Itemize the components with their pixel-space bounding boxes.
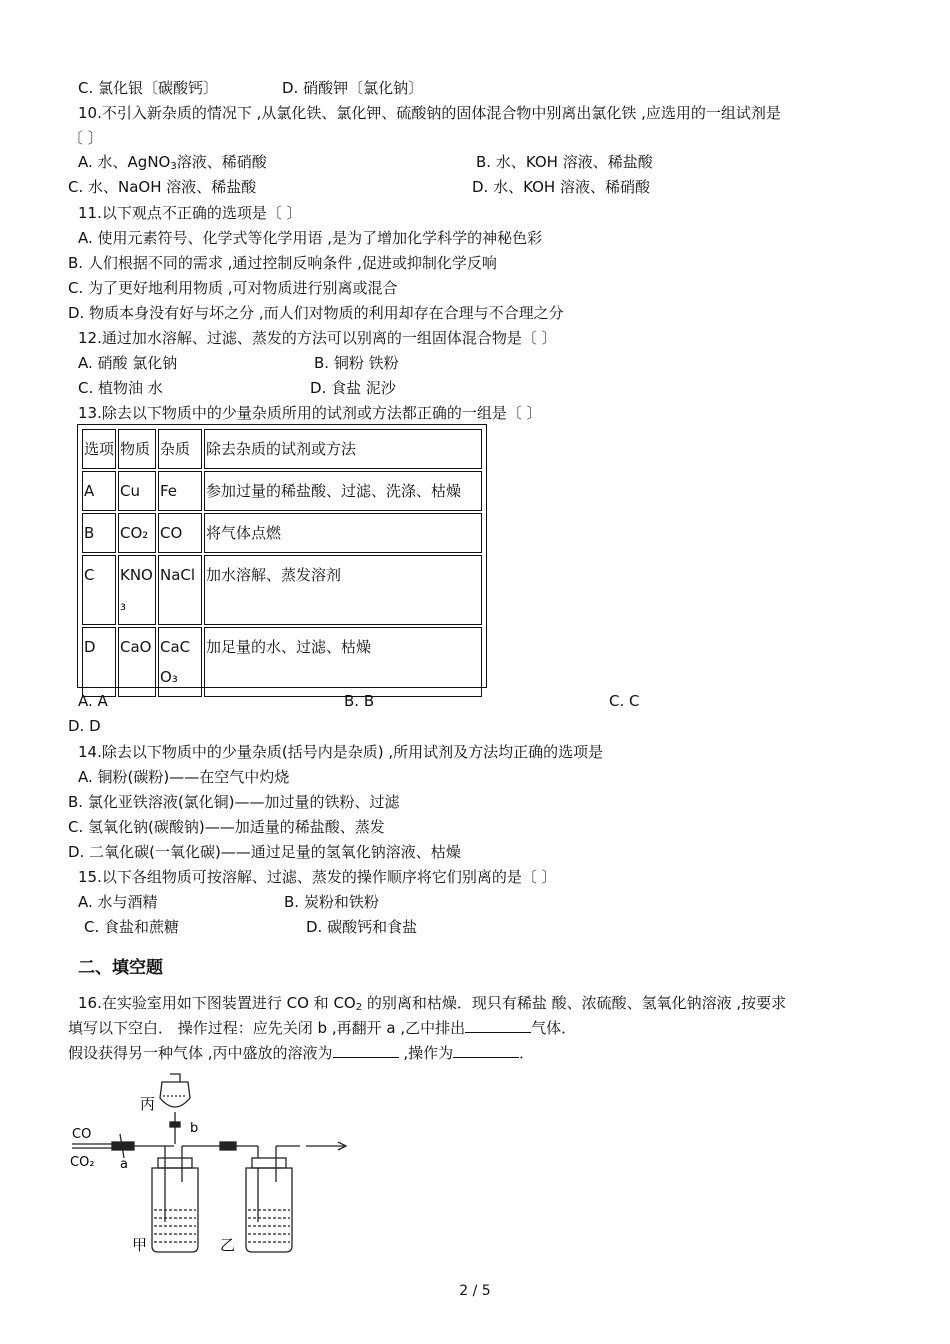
table-cell: Fe: [158, 471, 202, 511]
impurity-table: [77, 424, 487, 688]
q13-option-d: D. D: [68, 717, 101, 735]
table-header-cell: 物质: [118, 429, 156, 469]
table-cell: Cu: [118, 471, 156, 511]
q11-option-a: A. 使用元素符号、化学式等化学用语 ,是为了增加化学科学的神秘色彩: [78, 229, 543, 247]
section-title: 二、填空题: [78, 958, 163, 978]
table-cell: 将气体点燃: [204, 513, 482, 553]
answer-blank[interactable]: [465, 1018, 531, 1033]
q11-stem: 11.以下观点不正确的选项是〔 〕: [78, 204, 302, 222]
table-cell: C: [82, 555, 116, 625]
table-header-cell: 选项: [82, 429, 116, 469]
label-yi: 乙: [220, 1236, 236, 1254]
table-row: [82, 555, 482, 625]
table-cell: CaCO₃: [158, 627, 202, 697]
q13-option-a: A. A: [78, 692, 108, 710]
q13-option-b: B. B: [344, 692, 375, 710]
q12-option-d: D. 食盐 泥沙: [310, 379, 396, 397]
q14-stem: 14.除去以下物质中的少量杂质(括号内是杂质) ,所用试剂及方法均正确的选项是: [78, 743, 604, 761]
table-cell: CO: [158, 513, 202, 553]
q10-option-b: B. 水、KOH 溶液、稀盐酸: [476, 153, 653, 171]
q16-line-1: 16.在实验室用如下图装置进行 CO 和 $CO_2$ 的别离和枯燥．现只有稀盐 酸、浓硫酸、氢氧化钠溶液 ,按要求: [78, 994, 787, 1013]
q15-option-c: C. 食盐和蔗糖: [84, 918, 180, 936]
answer-blank[interactable]: [453, 1043, 519, 1058]
table-cell: 加足量的水、过滤、枯燥: [204, 627, 482, 697]
q15-option-d: D. 碳酸钙和食盐: [306, 918, 418, 936]
table-cell: A: [82, 471, 116, 511]
q10-option-a: A. 水、AgNO$_3$溶液、稀硝酸: [78, 153, 267, 172]
q14-option-a: A. 铜粉(碳粉)——在空气中灼烧: [78, 768, 290, 786]
q12-option-b: B. 铜粉 铁粉: [314, 354, 399, 372]
table-cell: KNO₃: [118, 555, 156, 625]
q10-option-d: D. 水、KOH 溶液、稀硝酸: [472, 178, 650, 196]
label-bing: 丙: [140, 1095, 156, 1113]
apparatus-diagram: [62, 1062, 362, 1262]
q14-option-d: D. 二氧化碳(一氧化碳)——通过足量的氢氧化钠溶液、枯燥: [68, 843, 461, 861]
answer-blank[interactable]: [333, 1043, 399, 1058]
label-jia: 甲: [132, 1236, 148, 1254]
table-row: [82, 627, 482, 697]
table-cell: CaO: [118, 627, 156, 697]
table-cell: 参加过量的稀盐酸、过滤、洗涤、枯燥: [204, 471, 482, 511]
table-header-row: [82, 429, 482, 469]
q10-stem-paren: 〔 〕: [68, 129, 103, 147]
table-row: [82, 513, 482, 553]
q15-stem: 15.以下各组物质可按溶解、过滤、蒸发的操作顺序将它们别离的是〔 〕: [78, 868, 557, 886]
q11-option-d: D. 物质本身没有好与坏之分 ,而人们对物质的利用却存在合理与不合理之分: [68, 304, 564, 322]
table-cell: D: [82, 627, 116, 697]
q12-option-c: C. 植物油 水: [78, 379, 163, 397]
q11-option-b: B. 人们根据不同的需求 ,通过控制反响条件 ,促进或抑制化学反响: [68, 254, 497, 272]
q13-option-c: C. C: [609, 692, 640, 710]
q16-line-3: 假设获得另一种气体 ,丙中盛放的溶液为 ,操作为 ．: [68, 1044, 535, 1062]
q12-option-a: A. 硝酸 氯化钠: [78, 354, 178, 372]
q16-line-2: 填写以下空白． 操作过程：应先关闭 b ,再翻开 a ,乙中排出 气体．: [68, 1019, 577, 1037]
q12-stem: 12.通过加水溶解、过滤、蒸发的方法可以别离的一组固体混合物是〔 〕: [78, 329, 557, 347]
q9-option-c: C. 氯化银〔碳酸钙〕: [78, 79, 219, 97]
table-header-cell: 除去杂质的试剂或方法: [204, 429, 482, 469]
label-co: CO: [72, 1127, 92, 1142]
q10-stem: 10.不引入新杂质的情况下 ,从氯化铁、氯化钾、硫酸钠的固体混合物中别离出氯化铁 ,应选用的一组试剂是: [78, 104, 781, 122]
q14-option-c: C. 氢氧化钠(碳酸钠)——加适量的稀盐酸、蒸发: [68, 818, 385, 836]
label-co2: CO₂: [70, 1155, 95, 1170]
table-cell: 加水溶解、蒸发溶剂: [204, 555, 482, 625]
q9-option-d: D. 硝酸钾〔氯化钠〕: [282, 79, 424, 97]
q11-option-c: C. 为了更好地利用物质 ,可对物质进行别离或混合: [68, 279, 398, 297]
q13-stem: 13.除去以下物质中的少量杂质所用的试剂或方法都正确的一组是〔 〕: [78, 404, 542, 422]
q14-option-b: B. 氯化亚铁溶液(氯化铜)——加过量的铁粉、过滤: [68, 793, 400, 811]
table-cell: NaCl: [158, 555, 202, 625]
label-a: a: [120, 1157, 128, 1172]
q15-option-b: B. 炭粉和铁粉: [284, 893, 379, 911]
page-number: 2 / 5: [459, 1283, 491, 1299]
q10-option-c: C. 水、NaOH 溶液、稀盐酸: [68, 178, 257, 196]
table-header-cell: 杂质: [158, 429, 202, 469]
table-cell: CO₂: [118, 513, 156, 553]
label-b: b: [190, 1121, 199, 1136]
table-row: [82, 471, 482, 511]
table-cell: B: [82, 513, 116, 553]
q15-option-a: A. 水与酒精: [78, 893, 158, 911]
